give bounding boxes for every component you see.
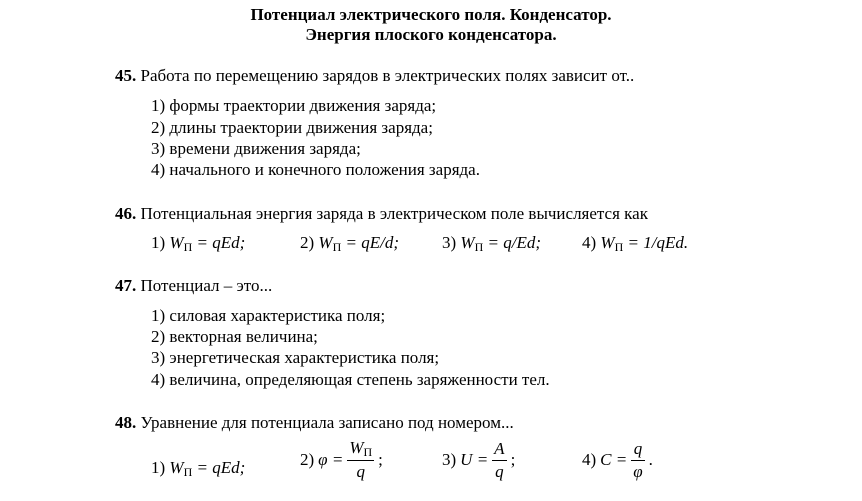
q47-option-3: 3) энергетическая характеристика поля; — [151, 348, 440, 367]
q48-option-4: 4) C = $\frac{q}{\varphi}$ . — [582, 438, 653, 481]
question-number: 45. — [115, 66, 137, 85]
q45-option-3: 3) времени движения заряда; — [151, 139, 361, 158]
page-title-line2: Энергия плоского конденсатора. — [305, 25, 557, 44]
question-46 — [115, 204, 648, 224]
question-number: 46. — [115, 204, 137, 223]
question-48 — [115, 413, 514, 433]
question-text: Потенциальная энергия заряда в электрическом поле вычисляется как — [140, 204, 648, 223]
q47-option-1: 1) силовая характеристика поля; — [151, 306, 386, 325]
q45-option-2: 2) длины траектории движения заряда; — [151, 118, 433, 137]
fraction: $\frac{A}{q}$ — [494, 438, 505, 481]
q48-option-3: 3) U = $\frac{A}{q}$ ; — [442, 438, 516, 481]
question-text: Потенциал – это... — [140, 276, 273, 295]
question-45 — [115, 66, 634, 86]
q47-option-4: 4) величина, определяющая степень заряженности тел. — [151, 370, 550, 389]
fraction: $\frac{WП}{q}$ — [349, 438, 373, 481]
page-title-line1: Потенциал электрического поля. Конденсатор. — [250, 5, 612, 24]
q45-option-1: 1) формы траектории движения заряда; — [151, 96, 437, 115]
q48-option-2: 2) φ = $\frac{WП}{q}$ ; — [300, 438, 383, 481]
q46-option-2: 2) WП = qE/d; — [300, 233, 400, 254]
q46-option-1: 1) WП = qEd; — [151, 233, 246, 254]
fraction: $\frac{q}{\varphi}$ — [633, 438, 643, 481]
question-text: Уравнение для потенциала записано под номером... — [140, 413, 514, 432]
q48-option-1: 1) WП = qEd; — [151, 458, 246, 479]
question-number: 48. — [115, 413, 137, 432]
question-text: Работа по перемещению зарядов в электрических полях зависит от.. — [140, 66, 635, 85]
q47-option-2: 2) векторная величина; — [151, 327, 318, 346]
q46-option-3: 3) WП = q/Ed; — [442, 233, 542, 254]
q46-option-4: 4) WП = 1/qEd. — [582, 233, 689, 254]
q45-option-4: 4) начального и конечного положения заряда. — [151, 160, 480, 179]
question-47 — [115, 276, 272, 296]
question-number: 47. — [115, 276, 137, 295]
